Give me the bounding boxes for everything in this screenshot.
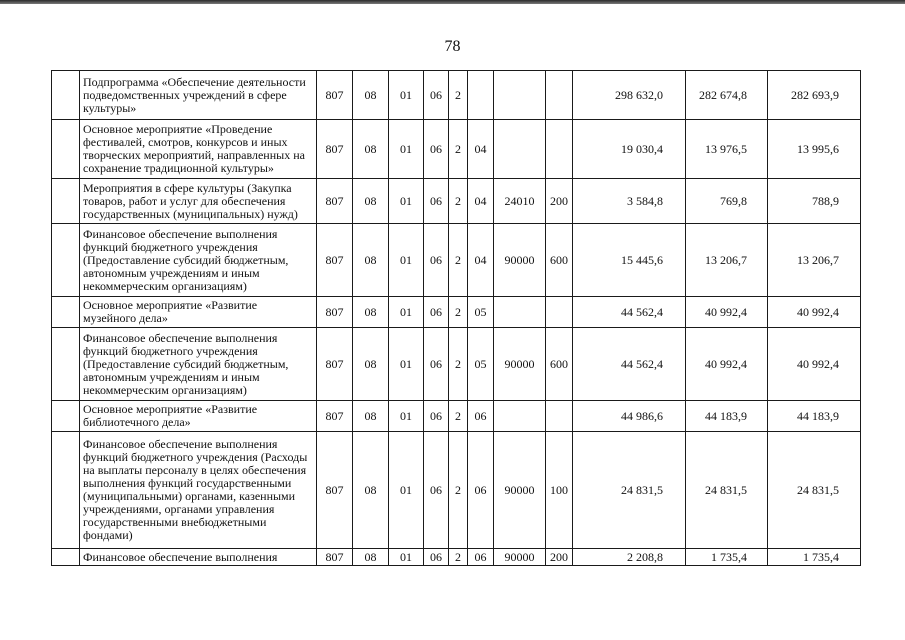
cell-expense-type: 100 [546, 432, 573, 549]
cell-name: Финансовое обеспечение выполнения функций бюджетного учреждения (Предоставление субсидий бюджетным, автономным учреждениям и иным некоммерческим организациям) [80, 224, 317, 297]
cell-name: Подпрограмма «Обеспечение деятельности подведомственных учреждений в сфере культуры» [80, 71, 317, 120]
table-row [52, 432, 861, 549]
page-number: 78 [444, 38, 461, 55]
cell-sum-1: 2 208,8 [573, 549, 686, 566]
cell-index [52, 432, 80, 549]
cell-subprogram: 2 [449, 224, 468, 297]
cell-expense-type: 200 [546, 179, 573, 224]
cell-program: 06 [424, 432, 449, 549]
cell-subprogram: 2 [449, 120, 468, 179]
cell-index [52, 224, 80, 297]
cell-ved: 807 [317, 549, 353, 566]
cell-expense-type: 200 [546, 549, 573, 566]
cell-direction: 24010 [494, 179, 546, 224]
table-row [52, 120, 861, 179]
cell-program: 06 [424, 71, 449, 120]
cell-sum-1: 44 562,4 [573, 297, 686, 328]
cell-sum-1: 3 584,8 [573, 179, 686, 224]
cell-name: Основное мероприятие «Проведение фестивалей, смотров, конкурсов и иных творческих мероприятий, направленных на сохранение традиционной культуры» [80, 120, 317, 179]
cell-rz: 08 [353, 120, 389, 179]
cell-program: 06 [424, 328, 449, 401]
cell-subprogram: 2 [449, 328, 468, 401]
cell-activity: 05 [468, 297, 494, 328]
cell-ved: 807 [317, 401, 353, 432]
cell-sum-2: 769,8 [686, 179, 768, 224]
cell-name: Основное мероприятие «Развитие библиотечного дела» [80, 401, 317, 432]
cell-pr: 01 [389, 71, 424, 120]
cell-activity: 05 [468, 328, 494, 401]
cell-expense-type [546, 297, 573, 328]
cell-rz: 08 [353, 179, 389, 224]
cell-sum-2: 44 183,9 [686, 401, 768, 432]
cell-direction: 90000 [494, 224, 546, 297]
cell-pr: 01 [389, 549, 424, 566]
table-row [52, 549, 861, 566]
cell-direction [494, 120, 546, 179]
cell-pr: 01 [389, 179, 424, 224]
cell-name: Финансовое обеспечение выполнения функций бюджетного учреждения (Расходы на выплаты персоналу в целях обеспечения выполнения функций государственными (муниципальными) органами, казенными учреждениями, органами управления государственными внебюджетными фондами) [80, 432, 317, 549]
cell-sum-3: 13 206,7 [768, 224, 861, 297]
cell-pr: 01 [389, 224, 424, 297]
cell-direction [494, 297, 546, 328]
cell-expense-type [546, 120, 573, 179]
cell-pr: 01 [389, 328, 424, 401]
cell-sum-3: 13 995,6 [768, 120, 861, 179]
cell-sum-2: 40 992,4 [686, 297, 768, 328]
cell-program: 06 [424, 120, 449, 179]
cell-sum-3: 1 735,4 [768, 549, 861, 566]
table-row [52, 71, 861, 120]
cell-direction: 90000 [494, 328, 546, 401]
table-row [52, 328, 861, 401]
cell-name: Основное мероприятие «Развитие музейного дела» [80, 297, 317, 328]
cell-sum-1: 19 030,4 [573, 120, 686, 179]
cell-expense-type [546, 401, 573, 432]
cell-rz: 08 [353, 297, 389, 328]
cell-pr: 01 [389, 401, 424, 432]
table-row [52, 179, 861, 224]
cell-program: 06 [424, 297, 449, 328]
cell-sum-1: 15 445,6 [573, 224, 686, 297]
cell-sum-2: 282 674,8 [686, 71, 768, 120]
cell-index [52, 549, 80, 566]
cell-sum-3: 24 831,5 [768, 432, 861, 549]
cell-rz: 08 [353, 432, 389, 549]
cell-ved: 807 [317, 120, 353, 179]
cell-subprogram: 2 [449, 179, 468, 224]
table-row [52, 297, 861, 328]
cell-program: 06 [424, 179, 449, 224]
cell-ved: 807 [317, 328, 353, 401]
cell-sum-2: 13 206,7 [686, 224, 768, 297]
scan-edge [0, 0, 905, 4]
cell-ved: 807 [317, 179, 353, 224]
cell-sum-1: 44 986,6 [573, 401, 686, 432]
cell-expense-type: 600 [546, 328, 573, 401]
cell-direction: 90000 [494, 549, 546, 566]
cell-name: Мероприятия в сфере культуры (Закупка товаров, работ и услуг для обеспечения государственных (муниципальных) нужд) [80, 179, 317, 224]
cell-sum-3: 40 992,4 [768, 328, 861, 401]
cell-direction [494, 71, 546, 120]
cell-program: 06 [424, 401, 449, 432]
cell-subprogram: 2 [449, 432, 468, 549]
cell-rz: 08 [353, 401, 389, 432]
cell-index [52, 179, 80, 224]
cell-index [52, 120, 80, 179]
cell-sum-2: 24 831,5 [686, 432, 768, 549]
cell-index [52, 328, 80, 401]
cell-direction: 90000 [494, 432, 546, 549]
cell-name: Финансовое обеспечение выполнения функций бюджетного учреждения (Предоставление субсидий бюджетным, автономным учреждениям и иным некоммерческим организациям) [80, 328, 317, 401]
cell-sum-3: 282 693,9 [768, 71, 861, 120]
cell-subprogram: 2 [449, 71, 468, 120]
cell-name: Финансовое обеспечение выполнения [80, 549, 317, 566]
cell-rz: 08 [353, 71, 389, 120]
cell-activity: 06 [468, 549, 494, 566]
cell-sum-1: 24 831,5 [573, 432, 686, 549]
cell-program: 06 [424, 224, 449, 297]
cell-pr: 01 [389, 297, 424, 328]
cell-index [52, 297, 80, 328]
cell-activity: 06 [468, 401, 494, 432]
cell-activity: 06 [468, 432, 494, 549]
cell-sum-3: 44 183,9 [768, 401, 861, 432]
cell-subprogram: 2 [449, 549, 468, 566]
cell-sum-3: 788,9 [768, 179, 861, 224]
cell-direction [494, 401, 546, 432]
table-row [52, 224, 861, 297]
cell-ved: 807 [317, 224, 353, 297]
cell-program: 06 [424, 549, 449, 566]
cell-expense-type [546, 71, 573, 120]
cell-rz: 08 [353, 549, 389, 566]
cell-index [52, 71, 80, 120]
cell-ved: 807 [317, 297, 353, 328]
cell-activity: 04 [468, 120, 494, 179]
cell-sum-1: 44 562,4 [573, 328, 686, 401]
cell-sum-2: 13 976,5 [686, 120, 768, 179]
table-row [52, 401, 861, 432]
cell-activity: 04 [468, 179, 494, 224]
cell-rz: 08 [353, 224, 389, 297]
cell-ved: 807 [317, 71, 353, 120]
budget-table [51, 70, 861, 566]
cell-expense-type: 600 [546, 224, 573, 297]
cell-pr: 01 [389, 120, 424, 179]
cell-pr: 01 [389, 432, 424, 549]
cell-subprogram: 2 [449, 297, 468, 328]
cell-activity: 04 [468, 224, 494, 297]
cell-sum-2: 40 992,4 [686, 328, 768, 401]
cell-sum-1: 298 632,0 [573, 71, 686, 120]
cell-activity [468, 71, 494, 120]
cell-ved: 807 [317, 432, 353, 549]
cell-sum-3: 40 992,4 [768, 297, 861, 328]
cell-sum-2: 1 735,4 [686, 549, 768, 566]
cell-index [52, 401, 80, 432]
cell-subprogram: 2 [449, 401, 468, 432]
cell-rz: 08 [353, 328, 389, 401]
